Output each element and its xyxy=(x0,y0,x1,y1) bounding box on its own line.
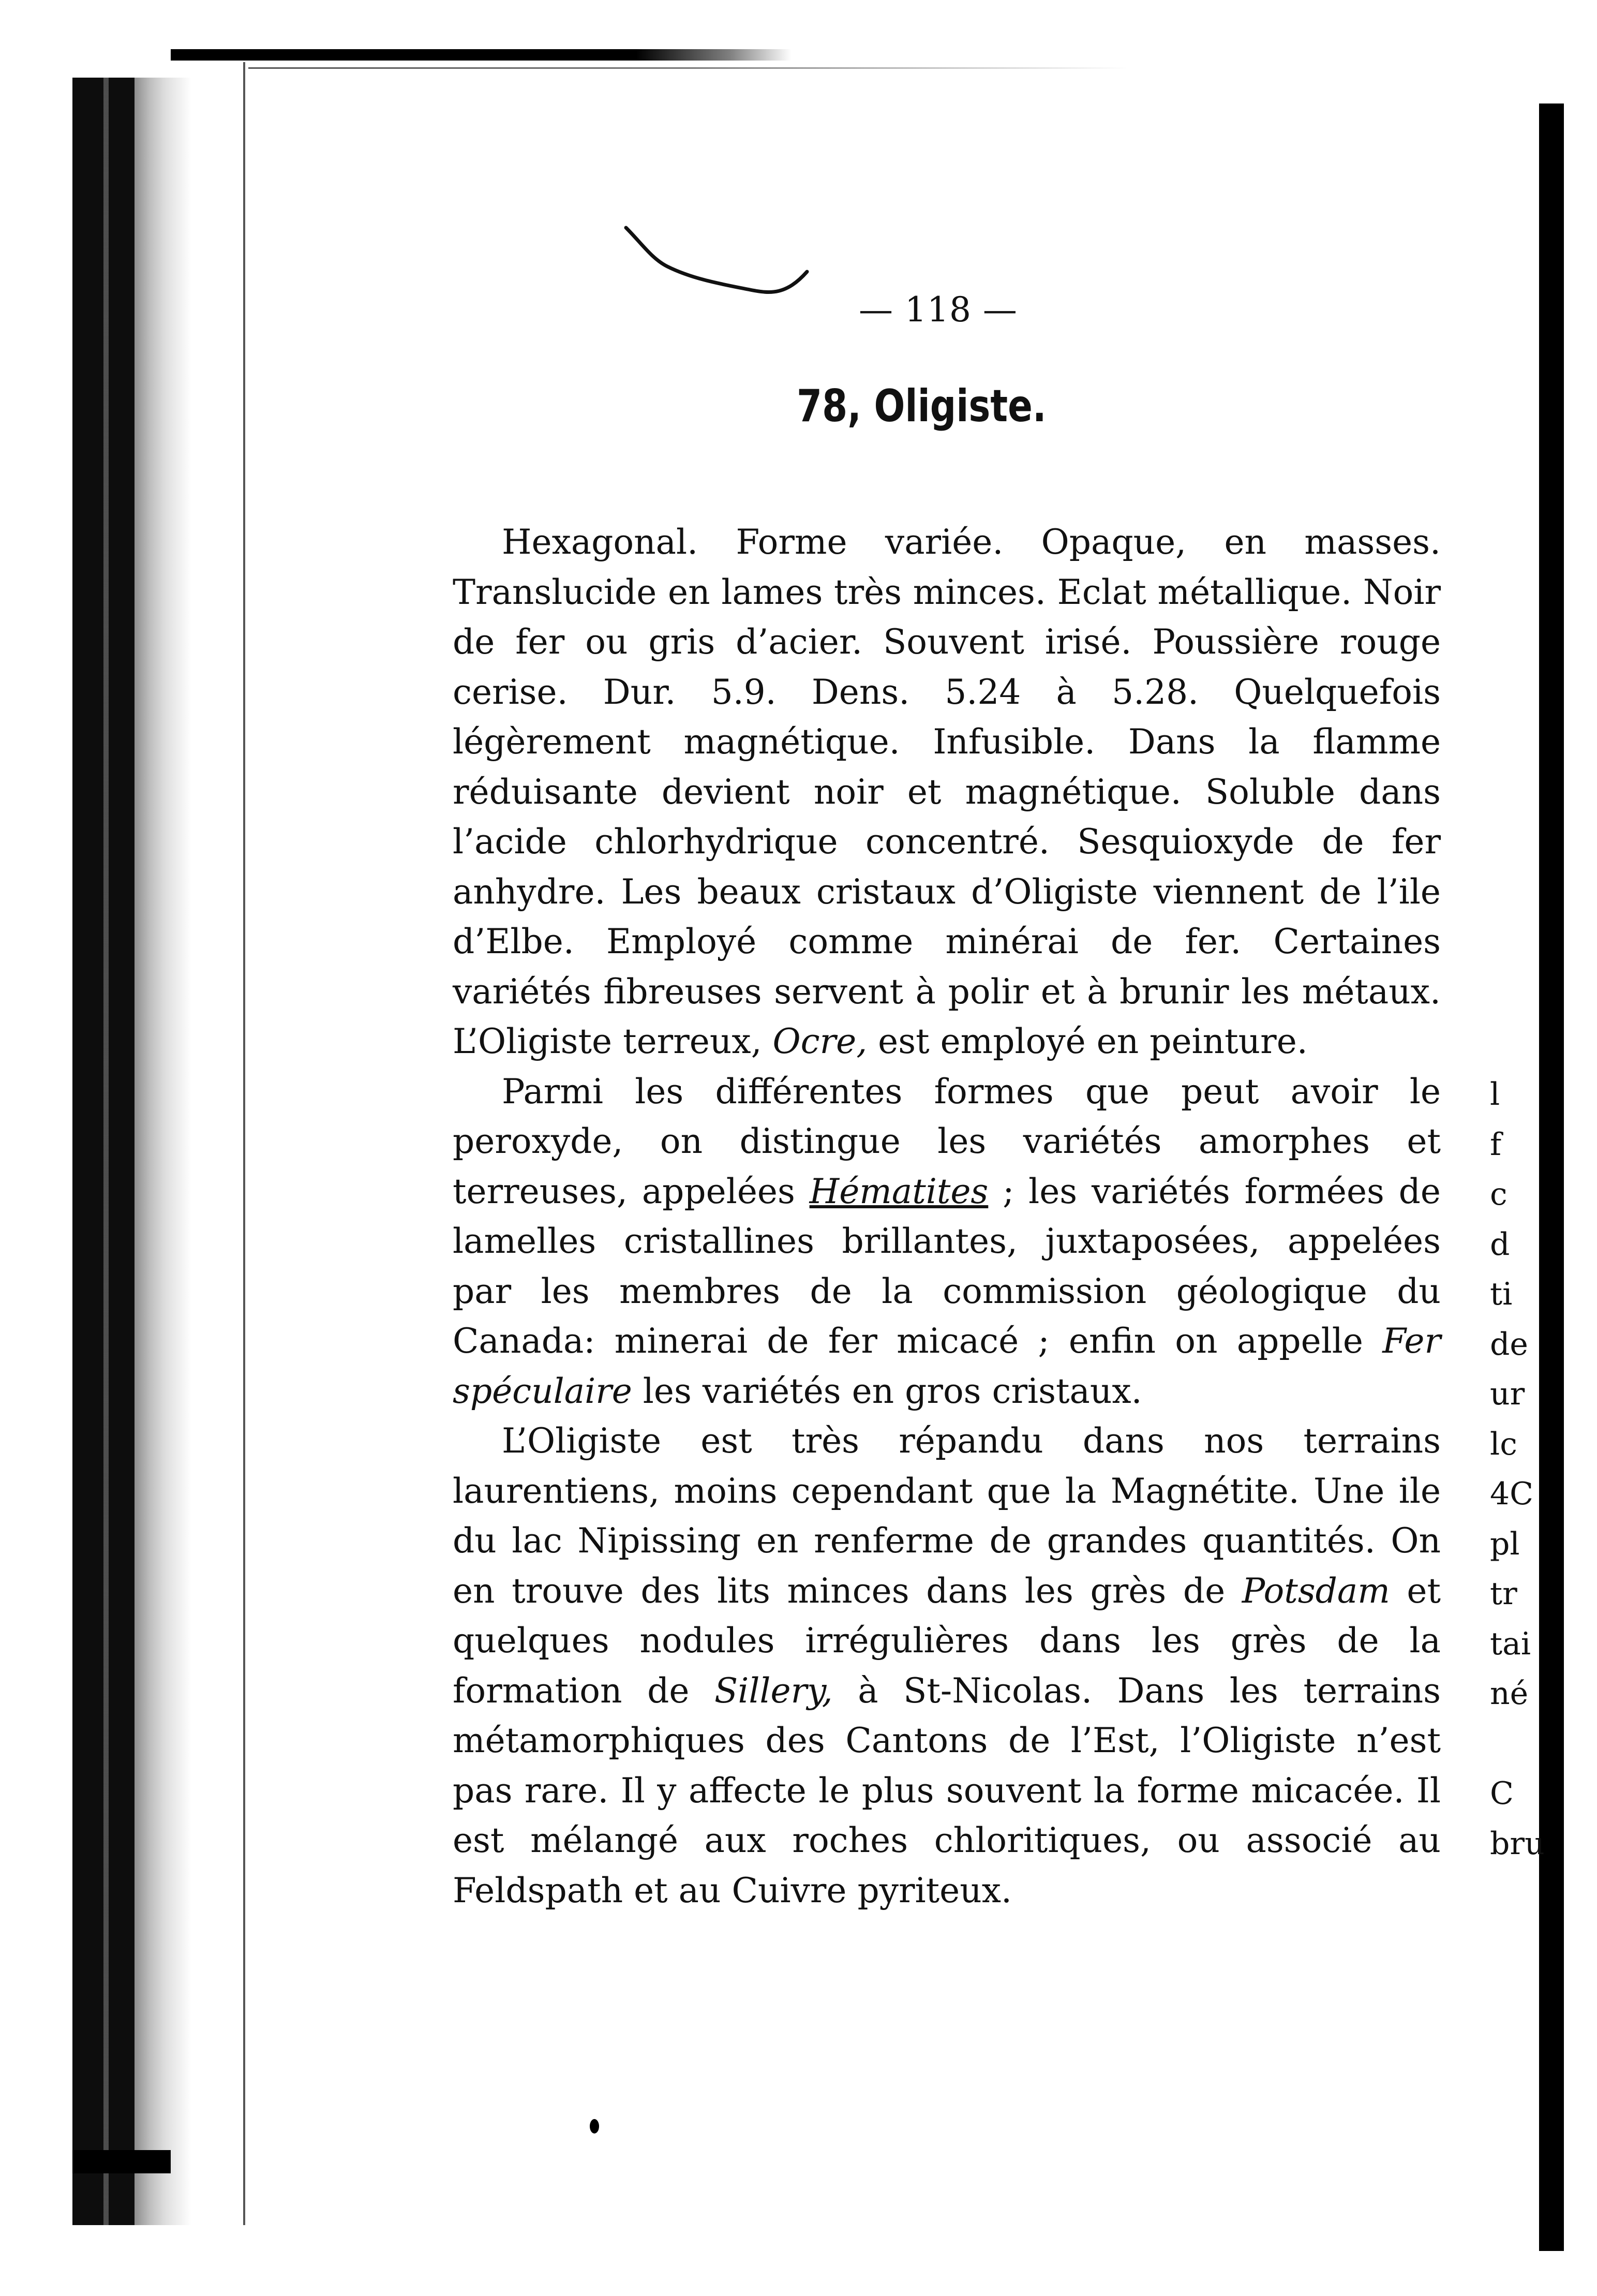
neighbor-fragment: ti xyxy=(1490,1276,1513,1312)
text-run: Hexagonal. Forme variée. Opaque, en masses. Translucide en lames très minces. Eclat métallique. Noir de fer ou gris d’acier. Souvent irisé. Poussière rouge cerise. Dur. 5.9. Dens. 5.24 à 5.28. Quelquefois légèrement magnétique. Infusible. Dans la flamme réduisante devient noir et magnétique. Soluble dans l’acide chlorhydrique concentré. Sesquioxyde de fer anhydre. Les beaux cristaux d’Oligiste viennent de l’ile d’Elbe. Employé comme minérai de fer. Certaines variétés fibreuses servent à polir et à brunir les métaux. L’Oligiste terreux, xyxy=(453,522,1441,1061)
book-binding-shadow xyxy=(72,78,191,2225)
neighbor-fragment: de xyxy=(1490,1326,1528,1362)
text-run: à St-Nicolas. Dans les terrains métamorphiques des Cantons de l’Est, l’Oligiste n’est pas rare. Il y affecte le plus souvent la forme micacée. Il est mélangé aux roches chloritiques, ou associé au Feldspath et au Cuivre pyriteux. xyxy=(453,1670,1441,1910)
top-page-edge-line xyxy=(248,67,1128,69)
paragraph xyxy=(453,1067,1441,1417)
neighbor-fragment: C xyxy=(1490,1775,1514,1812)
italic-term xyxy=(810,1172,989,1211)
text-run: ; les variétés formées de lamelles cristallines brillantes, juxtaposées, appelées par les membres de la commission géologique du Canada: minerai de fer micacé ; enfin on appelle xyxy=(453,1171,1441,1361)
text-run: est employé en peinture. xyxy=(867,1021,1308,1061)
neighbor-fragment: pl xyxy=(1490,1525,1520,1562)
italic-term: Potsdam xyxy=(1242,1571,1390,1611)
underlined-term: Hématites xyxy=(809,1171,989,1211)
left-margin-line xyxy=(243,62,245,2225)
neighbor-fragment: bru xyxy=(1490,1825,1545,1862)
italic-term: Sillery, xyxy=(714,1670,833,1711)
right-page-edge xyxy=(1539,103,1564,2251)
neighbor-fragment: tr xyxy=(1490,1576,1517,1612)
page-number: — 118 — xyxy=(859,290,1018,330)
body-text xyxy=(453,517,1441,1916)
italic-term: Fer spéculaire xyxy=(453,1321,1441,1411)
neighbor-fragment: ur xyxy=(1490,1376,1525,1412)
text-run: L’Oligiste est très répandu dans nos terrains laurentiens, moins cependant que la Magnétite. Une ile du lac Nipissing en renferme de grandes quantités. On en trouve des lits minces dans les grès de xyxy=(453,1421,1441,1611)
neighbor-fragment: 4C xyxy=(1490,1476,1534,1512)
neighbor-page-fragments xyxy=(1490,0,1545,2296)
neighbor-fragment: né xyxy=(1490,1676,1529,1712)
italic-term: Ocre, xyxy=(772,1021,868,1061)
neighbor-fragment: tai xyxy=(1490,1625,1531,1662)
paragraph xyxy=(453,517,1441,1067)
ink-spot xyxy=(590,2119,599,2134)
text-run: les variétés en gros cristaux. xyxy=(632,1371,1142,1411)
neighbor-fragment: c xyxy=(1490,1176,1508,1212)
neighbor-fragment: lc xyxy=(1490,1426,1517,1462)
text-run: Parmi les différentes formes que peut avoir le peroxyde, on distingue les variétés amorphes et terreuses, appelées xyxy=(453,1071,1441,1211)
section-title: 78, Oligiste. xyxy=(797,380,1047,432)
neighbor-fragment: d xyxy=(1490,1226,1510,1263)
paragraph xyxy=(453,1416,1441,1916)
neighbor-fragment: l xyxy=(1490,1076,1500,1113)
top-page-edge xyxy=(171,49,792,61)
book-binding-base xyxy=(72,2150,171,2173)
pen-mark xyxy=(621,223,817,321)
text-run: et quelques nodules irrégulières dans les grès de la formation de xyxy=(453,1571,1441,1711)
neighbor-fragment: f xyxy=(1490,1126,1502,1163)
